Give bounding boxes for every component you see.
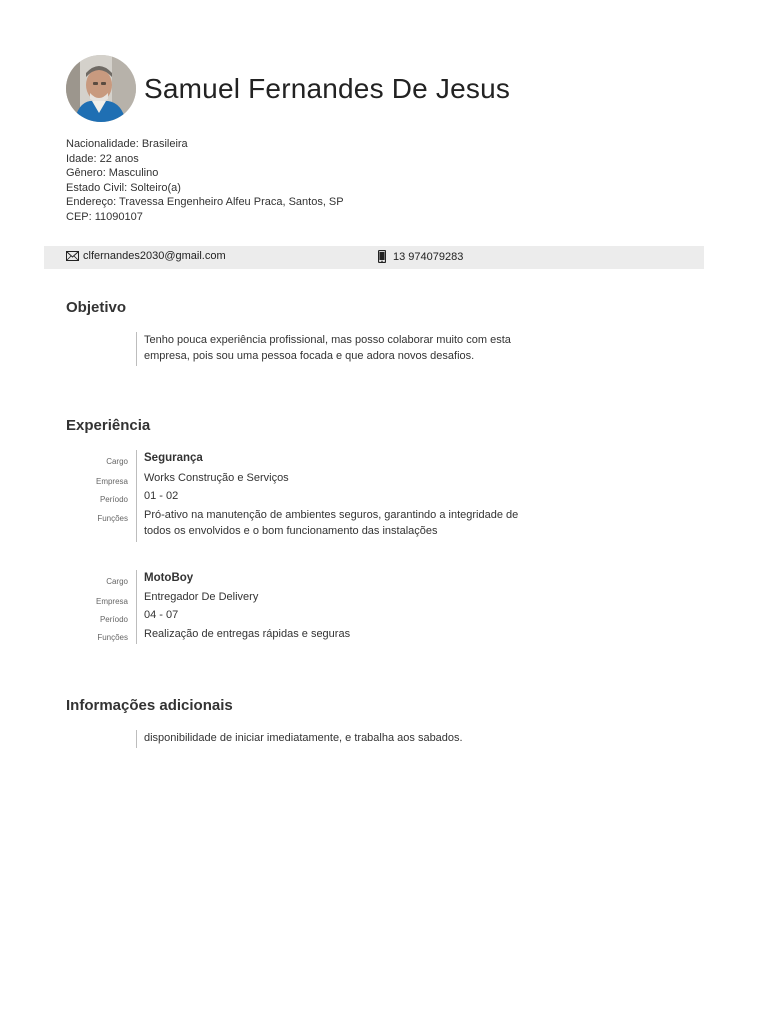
- email-text: clfernandes2030@gmail.com: [83, 250, 226, 262]
- phone-contact[interactable]: [378, 250, 463, 263]
- mobile-phone-icon: [378, 250, 386, 263]
- personal-info: [66, 137, 344, 225]
- empresa-label: Empresa: [95, 477, 128, 486]
- informacoes-adicionais-heading: Informações adicionais: [66, 697, 233, 714]
- experiencia-heading: Experiência: [66, 417, 151, 434]
- gender-text: Gênero: Masculino: [66, 167, 159, 180]
- candidate-name: Samuel Fernandes De Jesus: [144, 72, 511, 104]
- email-contact[interactable]: [66, 250, 226, 262]
- objetivo-line-1: Tenho pouca experiência profissional, mas posso colaborar muito com esta: [144, 334, 511, 346]
- address-text: Endereço: Travessa Engenheiro Alfeu Praca, Santos, SP: [66, 196, 344, 209]
- job-title: Segurança: [136, 450, 556, 470]
- funcoes-label: Funções: [97, 633, 128, 642]
- objetivo-line-2: empresa, pois sou uma pessoa focada e que adora novos desafios.: [144, 349, 475, 362]
- job-entry: [66, 450, 706, 542]
- company-name: Works Construção e Serviços: [136, 470, 556, 488]
- job-title: MotoBoy: [136, 570, 556, 590]
- informacoes-adicionais-text: disponibilidade de iniciar imediatamente, e trabalha aos sabados.: [136, 730, 463, 748]
- job-period: 01 - 02: [136, 488, 556, 506]
- resume-header: [66, 55, 510, 122]
- cargo-label: Cargo: [106, 577, 128, 586]
- zip-code-text: CEP: 11090107: [66, 210, 143, 223]
- company-name: Entregador De Delivery: [136, 590, 556, 608]
- marital-status-text: Estado Civil: Solteiro(a): [66, 181, 181, 194]
- empresa-label: Empresa: [95, 597, 128, 606]
- job-period: 04 - 07: [136, 608, 556, 626]
- phone-text: 13 974079283: [393, 250, 464, 263]
- objetivo-heading: Objetivo: [66, 299, 127, 316]
- job-entry: [66, 570, 706, 646]
- avatar: [66, 55, 136, 122]
- envelope-icon: [66, 251, 79, 261]
- periodo-label: Período: [99, 615, 128, 624]
- job-duties-line-1: Pró-ativo na manutenção de ambientes seguros, garantindo a integridade de: [144, 509, 519, 521]
- contact-bar: [44, 246, 704, 269]
- nationality-text: Nacionalidade: Brasileira: [66, 138, 188, 150]
- avatar-photo-icon: [66, 55, 136, 122]
- objetivo-text: [136, 332, 511, 366]
- job-duties: Realização de entregas rápidas e seguras: [136, 626, 556, 644]
- funcoes-label: Funções: [97, 514, 128, 523]
- job-duties: [136, 506, 556, 542]
- age-text: Idade: 22 anos: [66, 152, 139, 165]
- job-duties-line-2: todos os envolvidos e o bom funcionamento das instalações: [144, 524, 438, 537]
- cargo-label: Cargo: [106, 457, 128, 466]
- periodo-label: Período: [99, 495, 128, 504]
